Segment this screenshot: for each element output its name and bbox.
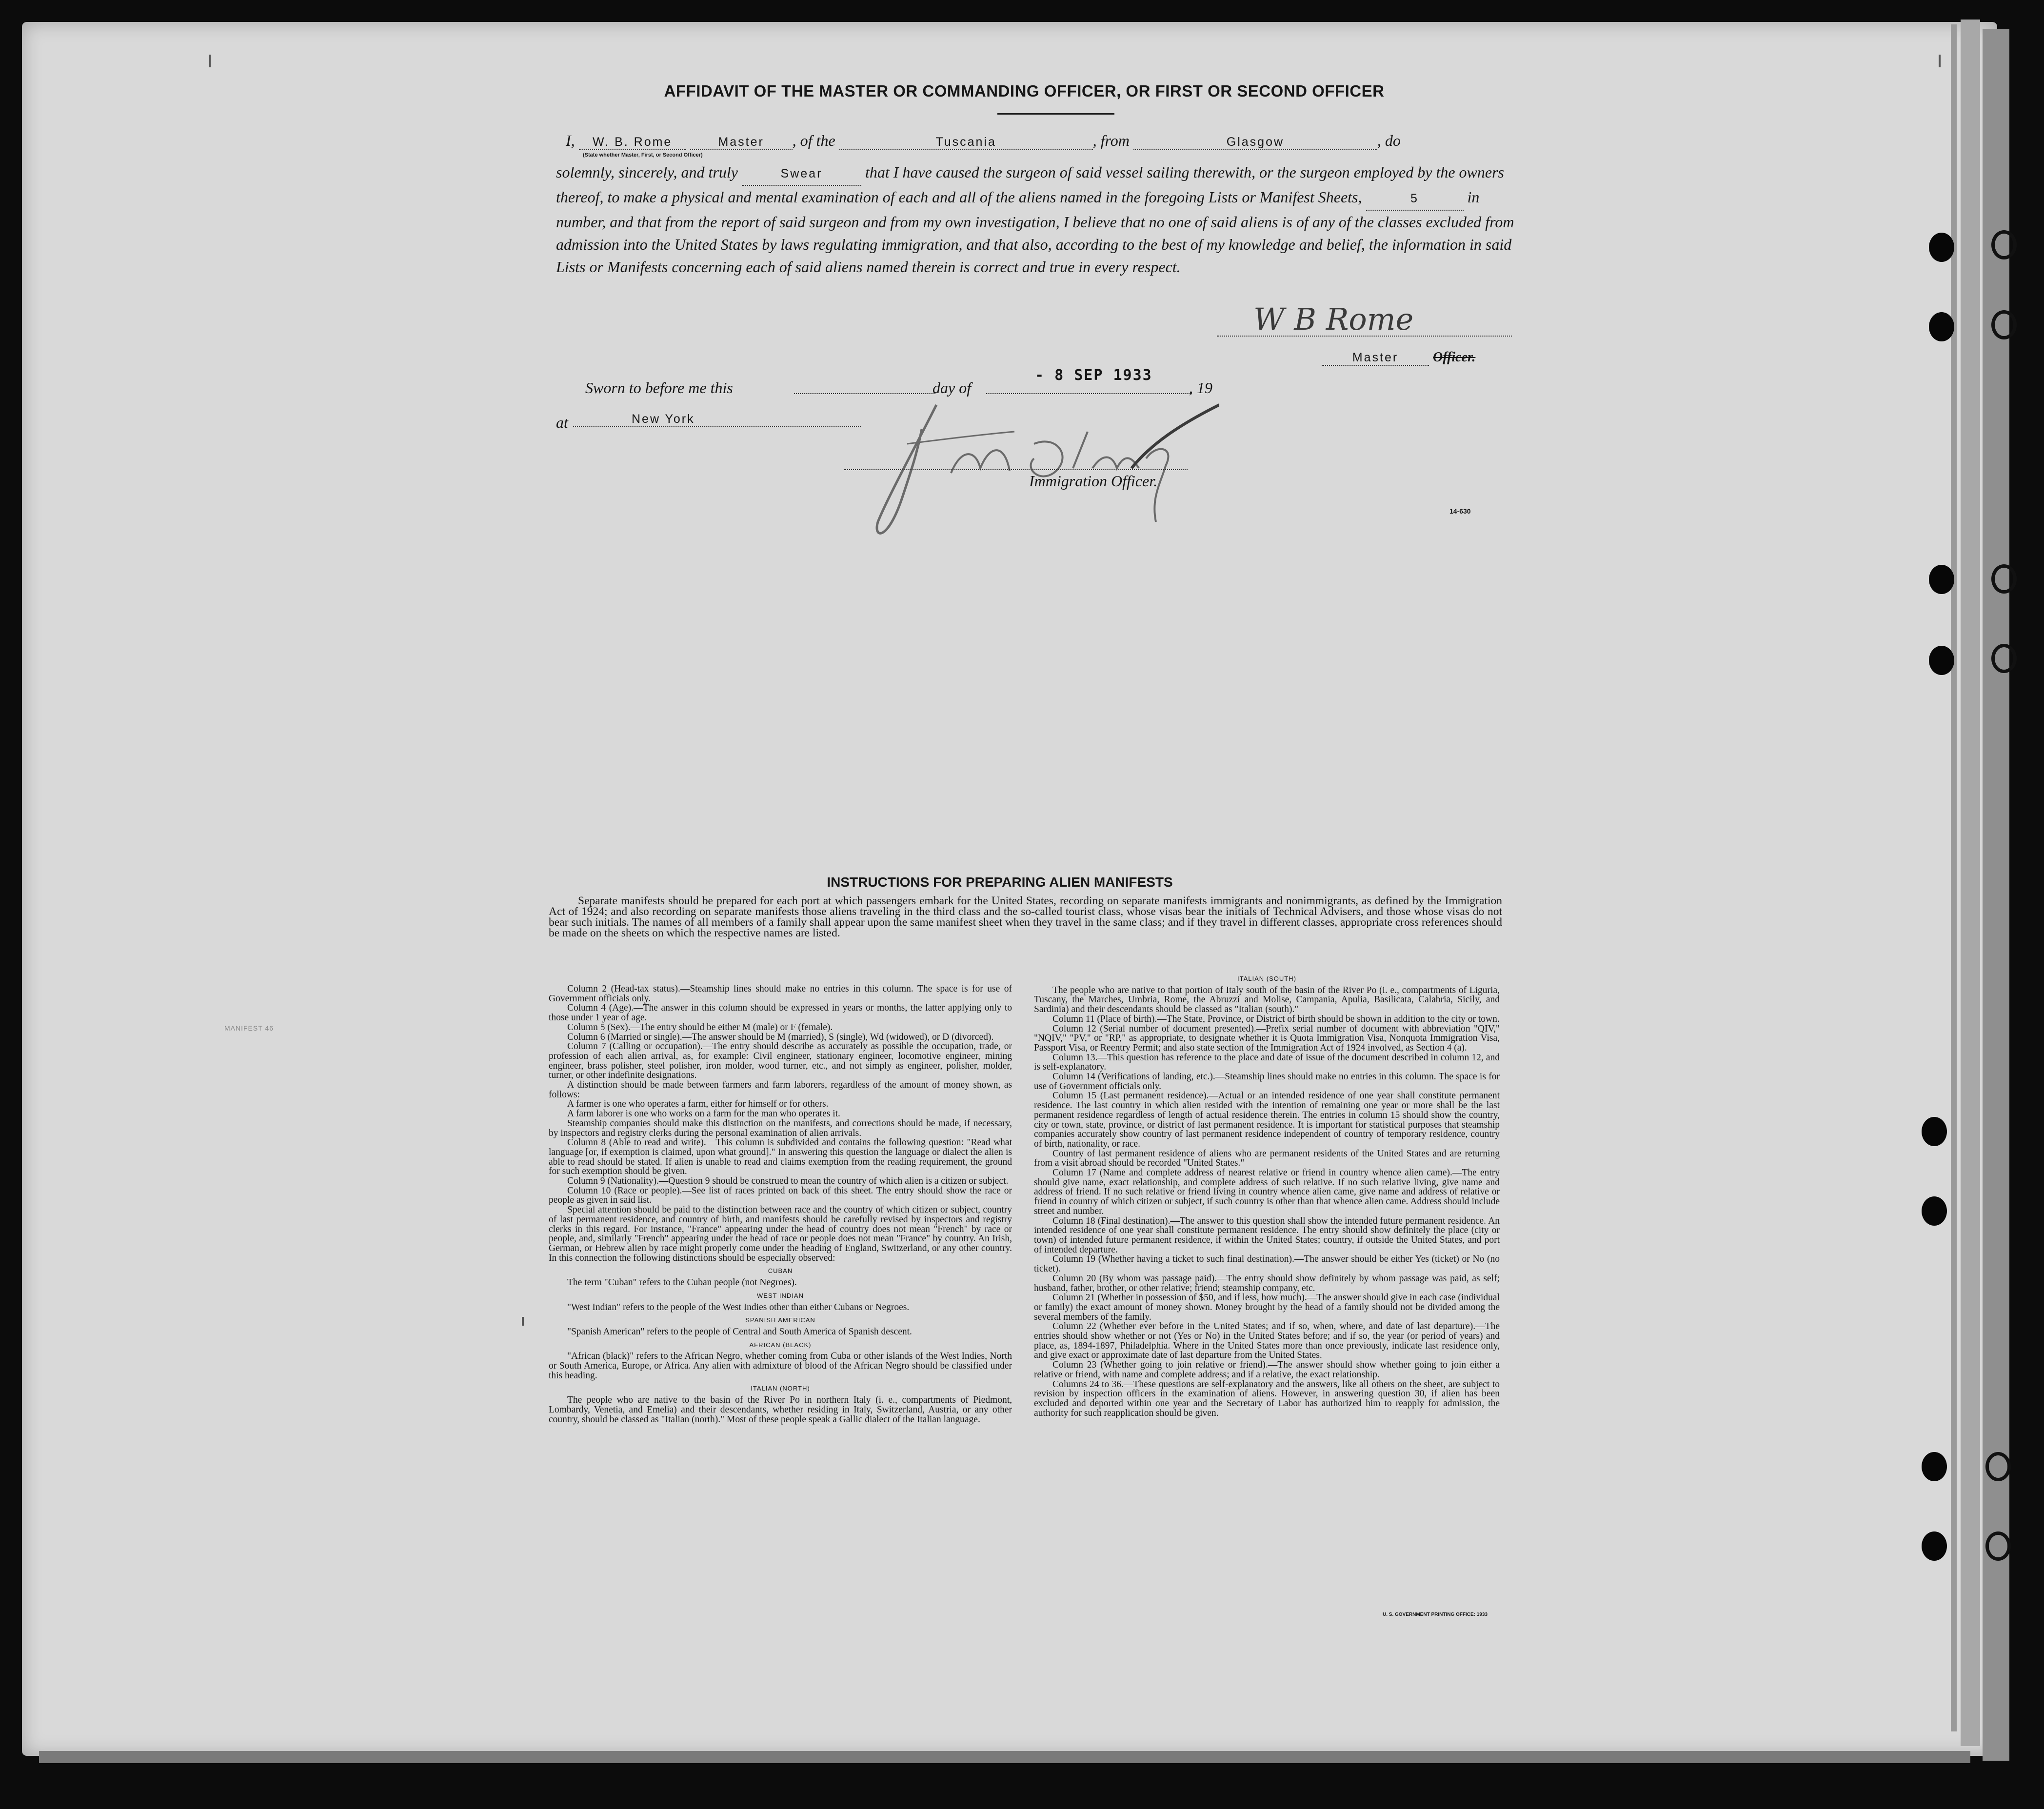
instructions-title: INSTRUCTIONS FOR PREPARING ALIEN MANIFESTS <box>827 875 1173 890</box>
immigration-officer-signature <box>858 385 1219 546</box>
affidavit-title: AFFIDAVIT OF THE MASTER OR COMMANDING OFFICER, OR FIRST OR SECOND OFFICER <box>664 82 1385 100</box>
column-17-text: Column 17 (Name and complete address of nearest relative or friend in country whence alien came).—The entry should give name, exact relationship, and complete address of such relative. If no such relative living, give name and address of friend. If no such relative or friend living in country whence alien came, give name and address of relative or friend in country of which citizen or subject, if such country is other than that whence alien came. Address should include street and number. <box>1034 1168 1500 1216</box>
column-15b-text: Country of last permanent residence of aliens who are permanent residents of the United States and are returning from a visit abroad should be recorded "United States." <box>1034 1148 1500 1169</box>
instructions-intro: Separate manifests should be prepared for each port at which passengers embark for the United States, recording on separate manifests immigrants and nonimmigrants, as defined by the Immigration Act of 1924; and also recording on separate manifests those aliens traveling in the third class and the so-called tourist class, whose visas bear the initials of Technical Advisers, and those whose visas do not bear such initials. The names of all members of a family shall appear upon the same manifest sheet when they travel in the same class; and if they travel in different classes, appropriate cross references should be made on the sheets on which the respective names are listed. <box>549 895 1502 939</box>
punch-hole <box>1922 1531 1947 1561</box>
column-20-text: Column 20 (By whom was passage paid).—The entry should show definitely by whom passage was paid, as self; husband, father, brother, or other relative; friend; steamship company, etc. <box>1034 1273 1500 1293</box>
at-label: at <box>556 414 568 431</box>
rank-note: (State whether Master, First, or Second Officer) <box>583 152 703 158</box>
heading-italian-south: ITALIAN (SOUTH) <box>1237 975 1296 982</box>
punch-hole <box>1922 1196 1947 1226</box>
column-18-text: Column 18 (Final destination).—The answer to this question shall show the intended future permanent residence. An intended residence of one year shall constitute permanent residence. The entry should show definitely the place (city or town) of intended future permanent residence, if within the United States; country, if outside the United States, and port of intended departure. <box>1034 1215 1500 1255</box>
column-8-text: Column 8 (Able to read and write).—This column is subdivided and contains the following question: "Read what language [or, if exemption is claimed, upon what ground]." In answering this question the language or dialect the alien is able to read should be stated. If alien is unable to read and claims exemption from the reading requirement, the ground for such exemption should be given. <box>549 1137 1012 1177</box>
punch-hole <box>1929 646 1954 675</box>
from-label: , from <box>1092 132 1130 149</box>
punch-hole-ring <box>1991 230 2017 259</box>
instructions-right-column <box>1034 971 1500 1418</box>
title-rule <box>997 113 1114 115</box>
affidavit-line-1 <box>556 132 1401 150</box>
column-22-text: Column 22 (Whether ever before in the United States; and if so, when, where, and date of last departure).—The entries should show whether or not (Yes or No) in the United States before; and if so, the year (or period of years) and place, as, 1894-1897, Philadelphia. Where in the United States more than once previously, indicate last residence only, and give exact or approximate date of last departure from the United States. <box>1034 1321 1500 1361</box>
column-10-text: Column 10 (Race or people).—See list of races printed on back of this sheet. The entry should show the race or people as given in said list. <box>549 1185 1012 1206</box>
affidavit-text-2: that I have caused the surgeon of said vessel sailing therewith, or the surgeon employed by the owners thereof, to make a physical and mental examination of each and all of the aliens named in the foregoing Lists or Manifest Sheets, <box>556 163 1504 206</box>
column-21-text: Column 21 (Whether in possession of $50, and if less, how much).—The answer should give in each case (individual or family) the exact amount of money shown. Money brought by the head of a family should not be divided among the several members of the family. <box>1034 1292 1500 1322</box>
year-label: , 19 <box>1189 379 1212 397</box>
column-6-text: Column 6 (Married or single).—The answer should be M (married), S (single), Wd (widowed), or D (divorced). <box>567 1032 994 1042</box>
farm-text-1: A distinction should be made between farmers and farm laborers, regardless of the amount of money shown, as follows: <box>549 1080 1012 1100</box>
column-2-text: Column 2 (Head-tax status).—Steamship lines should make no entries in this column. The space is for use of Government officials only. <box>549 984 1012 1004</box>
cuban-text: The term "Cuban" refers to the Cuban people (not Negroes). <box>567 1277 797 1288</box>
spanish-american-text: "Spanish American" refers to the people of Central and South America of Spanish descent. <box>567 1326 912 1337</box>
farm-text-4: Steamship companies should make this distinction on the manifests, and corrections should be made, if necessary, by inspectors and registry clerks during the personal examination of alien arrivals. <box>549 1118 1012 1138</box>
punch-hole <box>1922 1117 1947 1146</box>
column-15-text: Column 15 (Last permanent residence).—Actual or an intended residence of one year shall constitute permanent residence. The last country in which alien resided with the intention of remaining one year or more shall be the last permanent residence regardless of length of actual residence therein. The entries in column 15 should show the country, city or town, state, province, or district of last permanent residence. It is important for statistical purposes that steamship companies accurately show country of last permanent residence independent of country of temporary residence, country of birth, nationality, or race. <box>1034 1091 1500 1149</box>
punch-hole <box>1929 233 1954 262</box>
column-14-text: Column 14 (Verifications of landing, etc.).—Steamship lines should make no entries in this column. The space is for use of Government officials only. <box>1034 1072 1500 1092</box>
affiant-rank-field: Master <box>690 135 793 150</box>
form-number: 14-630 <box>1449 507 1471 515</box>
officer-word: Officer. <box>1433 350 1476 365</box>
immigration-signature-line <box>844 469 1188 470</box>
punch-hole <box>1929 312 1954 341</box>
column-23-text: Column 23 (Whether going to join relative or friend).—The answer should show whether going to join either a relative or friend, with name and complete address; and if a relative, the exact relationship. <box>1034 1360 1500 1380</box>
do-label: , do <box>1377 132 1401 149</box>
affidavit-body <box>556 161 1514 278</box>
heading-african: AFRICAN (BLACK) <box>749 1341 812 1349</box>
bottom-edge-strip <box>39 1751 1970 1763</box>
farm-text-2: A farmer is one who operates a farm, either for himself or for others. <box>567 1099 829 1110</box>
printer-imprint: U. S. GOVERNMENT PRINTING OFFICE: 1933 <box>1383 1612 1488 1617</box>
heading-spanish-american: SPANISH AMERICAN <box>745 1316 815 1324</box>
column-19-text: Column 19 (Whether having a ticket to such final destination).—The answer should be either Yes (ticket) or No (no ticket). <box>1034 1254 1500 1274</box>
column-7-text: Column 7 (Calling or occupation).—The entry should describe as accurately as possible the occupation, trade, or profession of each alien arrival, as, for example: Civil engineer, stationary engineer, locomotive engineer, mining engineer, brass polisher, steel polisher, iron molder, wood turner, etc., and not simply as engineer, polisher, molder, turner, or other indefinite designations. <box>549 1041 1012 1081</box>
punch-hole-ring <box>1991 310 2017 339</box>
punch-hole-ring <box>1991 564 2017 594</box>
officer-line <box>1322 347 1475 366</box>
date-stamp: - 8 SEP 1933 <box>1035 367 1152 384</box>
italian-north-text: The people who are native to the basin of the River Po in northern Italy (i. e., compartments of Piedmont, Lombardy, Venetia, and Emelia) and their descendants, whether residing in Italy, Switzerland, Austria, or any other country, should be classed as "Italian (north)." Most of these people speak a Gallic dialect of the Italian language. <box>549 1395 1012 1425</box>
column-11-text: Column 11 (Place of birth).—The State, Province, or District of birth should be shown in addition to the city or town. <box>1052 1014 1500 1024</box>
affidavit-text-1: solemnly, sincerely, and truly <box>556 163 738 181</box>
page-edge-shadow <box>1951 24 1957 1731</box>
tick-mark <box>209 55 211 67</box>
sworn-label: Sworn to before me this <box>585 379 733 397</box>
page-edge-strip <box>1961 20 1980 1746</box>
vessel-name-field: Tuscania <box>839 135 1093 150</box>
italian-south-text: The people who are native to that portion of Italy south of the basin of the River Po (i. e., compartments of Liguria, Tuscany, the Marches, Umbria, Rome, the Abruzzi and Molise, Campania, Apulia, Basilicata, Calabria, Sicily, and Sardinia) and their descendants should be classed as "Italian (south)." <box>1034 985 1500 1015</box>
officer-title-field: Master <box>1322 351 1429 366</box>
column-9-text: Column 9 (Nationality).—Question 9 should be construed to mean the country of which alien is a citizen or subject. <box>567 1176 1009 1187</box>
affiant-pronoun: I, <box>566 132 575 149</box>
oath-field: Swear <box>742 162 861 186</box>
tick-mark <box>1939 55 1941 67</box>
african-text: "African (black)" refers to the African Negro, whether coming from Cuba or other islands of the West Indies, North or South America, Europe, or Africa. Any alien with admixture of blood of the African Negro should be classified under this heading. <box>549 1351 1012 1381</box>
sheet-count-field: 5 <box>1366 187 1464 211</box>
port-field: Glasgow <box>1133 135 1377 150</box>
faint-mark: MANIFEST 46 <box>224 1024 274 1032</box>
place-field: New York <box>573 412 861 427</box>
binding-strip <box>1983 29 2009 1761</box>
column-12-text: Column 12 (Serial number of document presented).—Prefix serial number of document with abbreviation "QIV," "NQIV," "PV," or "RP," as appropriate, to designate whether it is Quota Immigration Visa, Nonquota Immigration Visa, Passport Visa, or Reentry Permit; and also state section of the Immigration Act of 1924 involved, as Section 4 (a). <box>1034 1023 1500 1053</box>
punch-hole-ring <box>1985 1452 2011 1481</box>
farm-text-3: A farm laborer is one who works on a farm for the man who operates it. <box>567 1109 840 1119</box>
punch-hole-ring <box>1991 644 2017 673</box>
punch-hole-ring <box>1985 1531 2011 1561</box>
heading-west-indian: WEST INDIAN <box>757 1292 804 1299</box>
instructions-left-column <box>549 984 1012 1424</box>
affidavit-text-3: in number, and that from the report of said surgeon and from my own investigation, I believe that no one of said aliens is of any of the classes excluded from admission into the United States by laws regulating immigration, and that also, according to the best of my knowledge and belief, the information in said Lists or Manifests concerning each of said aliens named therein is correct and true in every respect. <box>556 188 1514 276</box>
punch-hole <box>1922 1452 1947 1481</box>
punch-hole <box>1929 565 1954 594</box>
column-13-text: Column 13.—This question has reference to the place and date of issue of the document described in column 12, and is self-explanatory. <box>1034 1052 1500 1073</box>
place-line <box>573 409 861 427</box>
west-indian-text: "West Indian" refers to the people of the West Indies other than either Cubans or Negroes. <box>567 1302 910 1312</box>
tick-mark <box>522 1317 524 1326</box>
signature-line <box>1217 336 1512 337</box>
heading-cuban: CUBAN <box>768 1267 793 1275</box>
special-attention-text: Special attention should be paid to the distinction between race and the country of which citizen or subject, country of last permanent residence, and country of birth, and manifests should be carefully revised by inspectors and registry clerks in this regard. For instance, "France" appearing under the head of country does not mean "French" by race or people, and, similarly "French" appearing under the head of race or people does not mean "France" by country. An Irish, German, or Hebrew alien by race might properly come under the heading of England, Switzerland, or any other country. In this connection the following distinctions should be especially observed: <box>549 1205 1012 1263</box>
columns-24-36-text: Columns 24 to 36.—These questions are self-explanatory and the answers, like all others on the sheet, are subject to revision by inspection officers in the examination of aliens. However, in answering question 30, if alien has been excluded and deported within one year and the Secretary of Labor has authorized him to reapply for admission, the authority for such reapplication should be given. <box>1034 1379 1500 1418</box>
master-signature: W B Rome <box>1253 301 1414 337</box>
heading-italian-north: ITALIAN (NORTH) <box>751 1385 810 1392</box>
affiant-name-field: W. B. Rome <box>579 135 686 150</box>
day-of-label: day of <box>933 379 972 397</box>
column-4-text: Column 4 (Age).—The answer in this column should be expressed in years or months, the latter applying only to those under 1 year of age. <box>549 1003 1012 1023</box>
of-the-label: , of the <box>792 132 835 149</box>
immigration-officer-label: Immigration Officer. <box>1029 472 1158 490</box>
column-5-text: Column 5 (Sex).—The entry should be either M (male) or F (female). <box>567 1022 833 1033</box>
